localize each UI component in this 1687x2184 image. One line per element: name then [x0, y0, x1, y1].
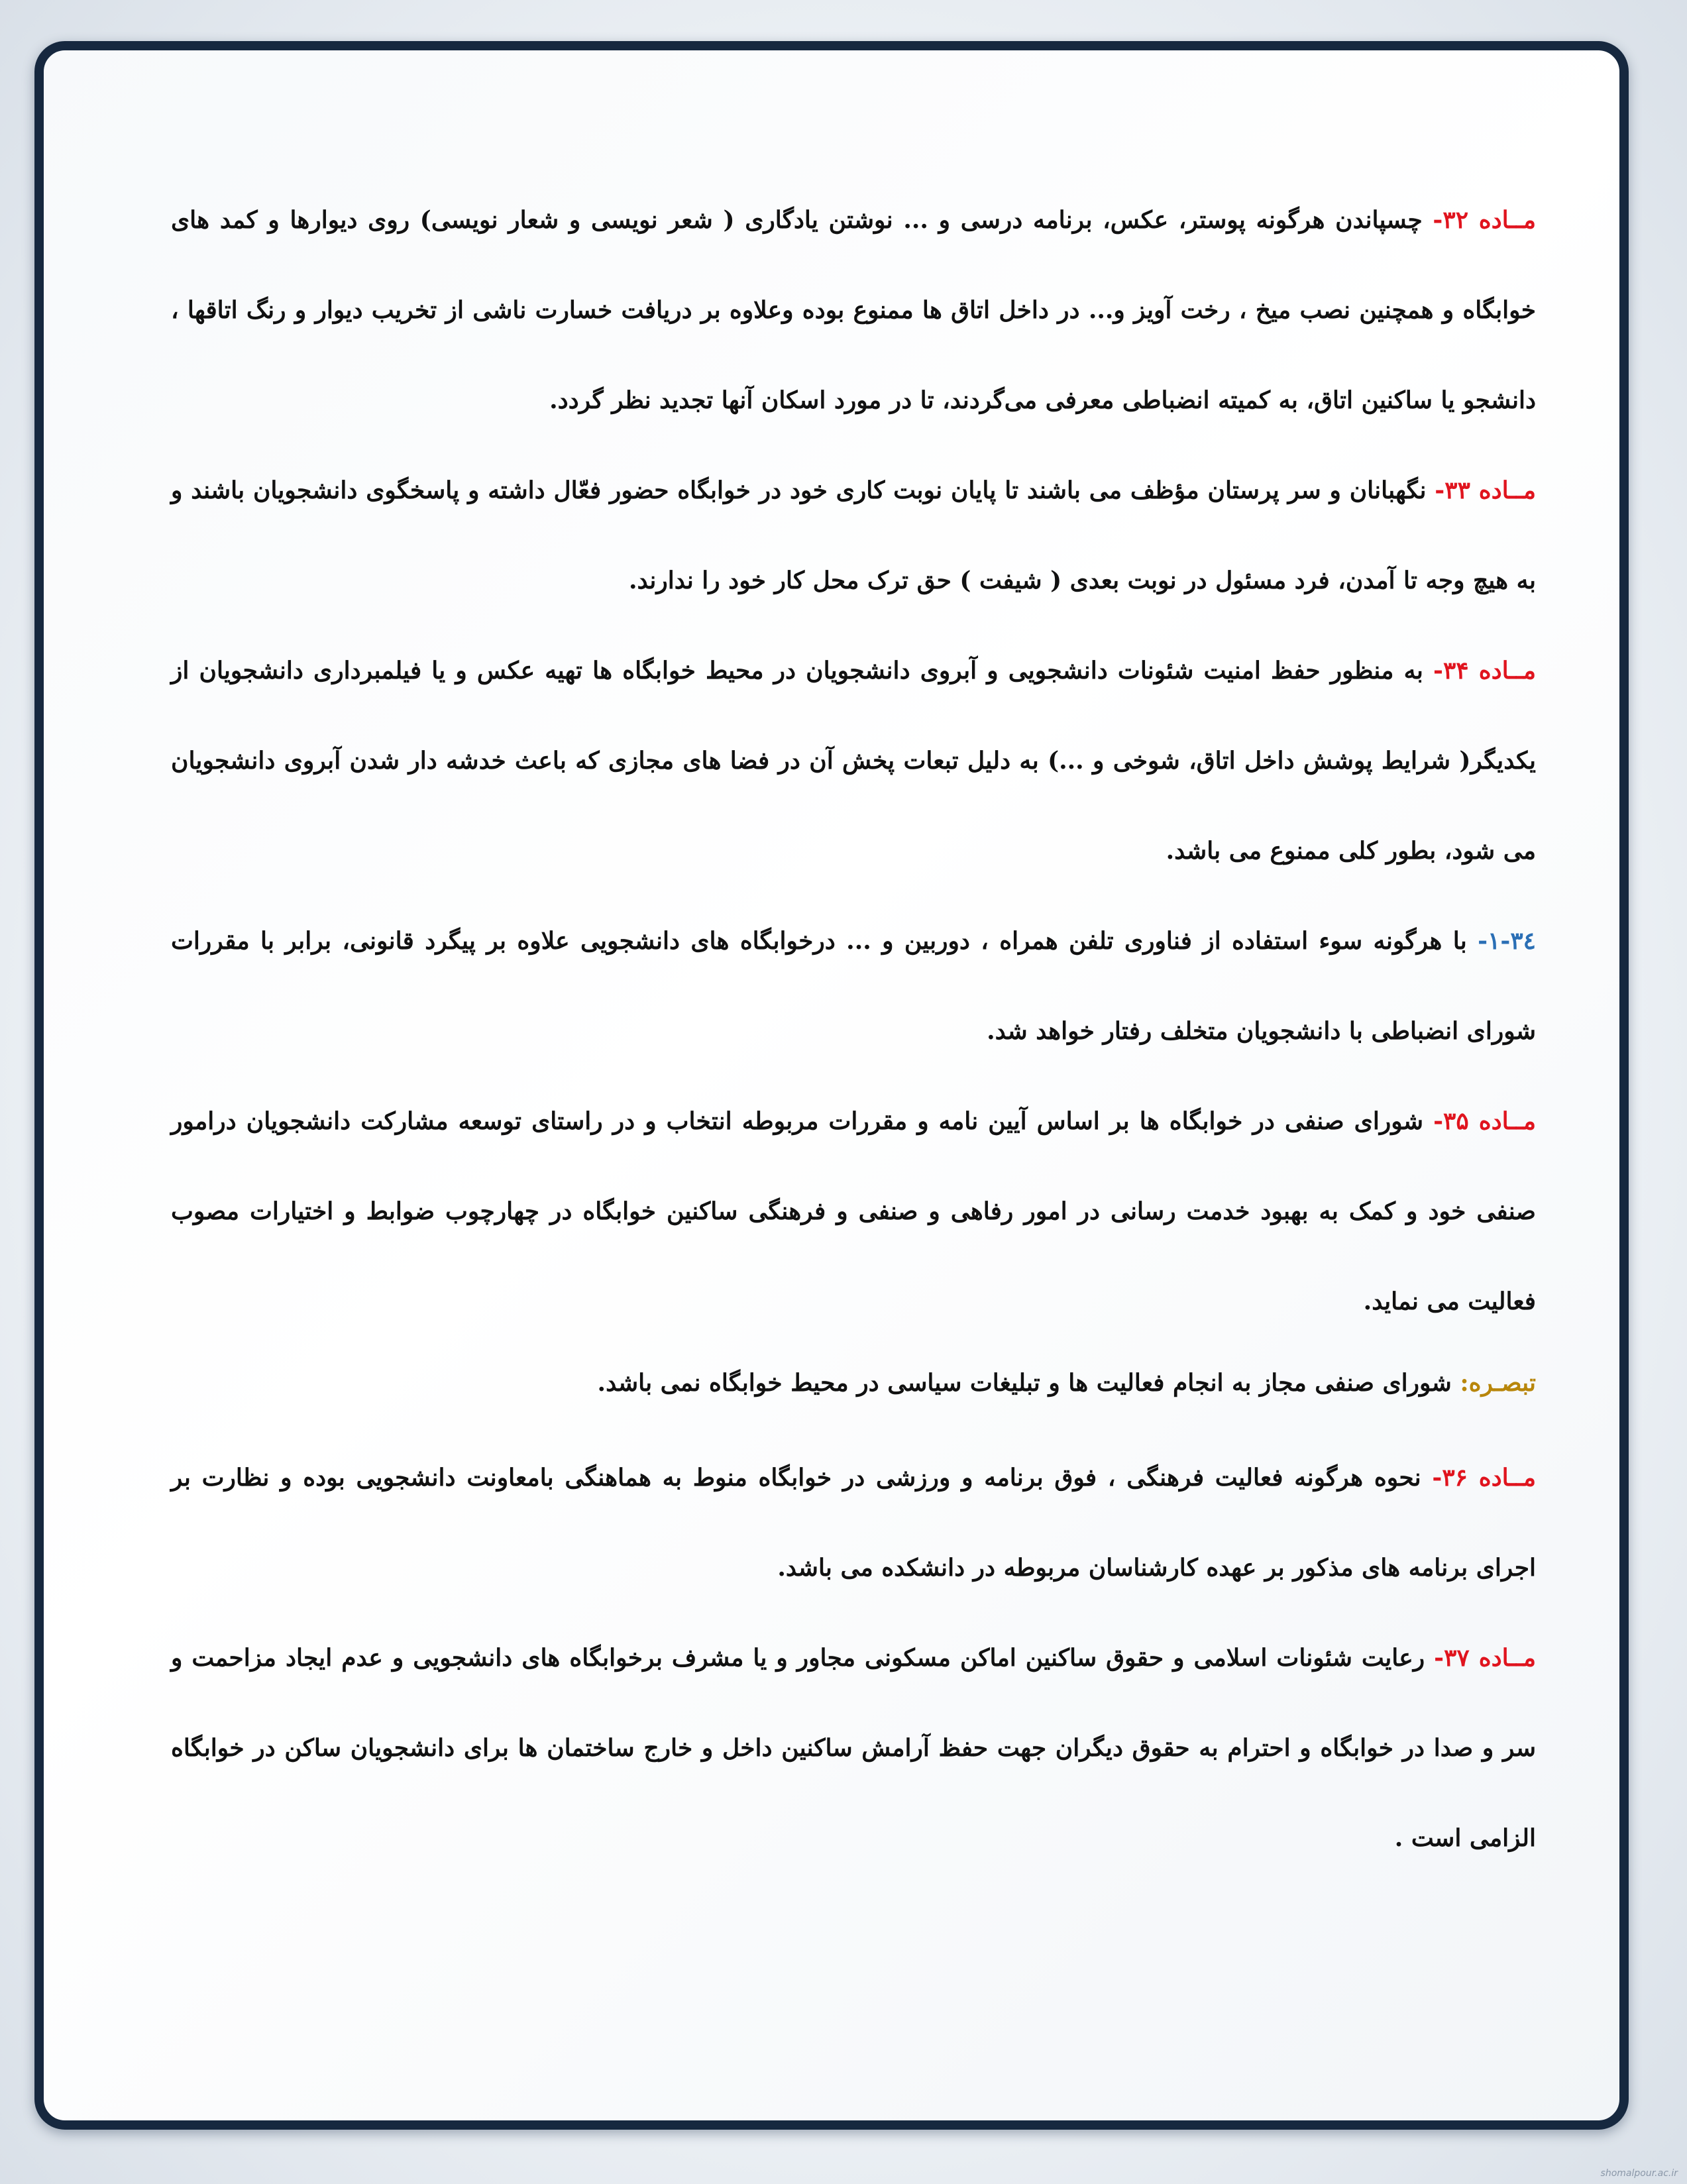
- article-32-label: مــاده ۳۲-: [1422, 206, 1536, 234]
- note: [171, 1346, 1536, 1419]
- article-37-text: رعایت شئونات اسلامی و حقوق ساکنین اماکن مسکونی مجاور و یا مشرف برخوابگاه های دانشجویی و عدم ایجاد مزاحمت و سر و صدا در خوابگاه و احترام به حقوق دیگران جهت حفظ آرامش ساکنین داخل و خارج ساختمان ها برای دانشجویان ساکن در خوابگاه الزامی است .: [171, 1644, 1536, 1852]
- article-32: [171, 175, 1536, 445]
- article-35: [171, 1076, 1536, 1346]
- article-36: [171, 1433, 1536, 1613]
- article-33-label: مــاده ۳۳-: [1426, 476, 1537, 504]
- site-watermark: shomalpour.ac.ir: [1600, 2168, 1678, 2179]
- article-34-1: [171, 896, 1536, 1076]
- article-34-1-text: با هرگونه سوء استفاده از فناوری تلفن همراه ، دوربین و ... درخوابگاه های دانشجویی علاوه بر پیگرد قانونی، برابر با مقررات شورای انضباطی با دانشجویان متخلف رفتار خواهد شد.: [171, 927, 1536, 1045]
- article-32-text: چسپاندن هرگونه پوستر، عکس، برنامه درسی و ... نوشتن یادگاری ( شعر نویسی و شعار نویسی) روی دیوارها و کمد های خوابگاه و همچنین نصب میخ ، رخت آویز و... در داخل اتاق ها ممنوع بوده وعلاوه بر دریافت خسارت ناشی از تخریب دیوار و رنگ اتاقها ، دانشجو یا ساکنین اتاق، به کمیته انضباطی معرفی می‌گردند، تا در مورد اسکان آنها تجدید نظر گردد.: [171, 206, 1536, 414]
- document-body: [171, 175, 1536, 1883]
- article-33-text: نگهبانان و سر پرستان مؤظف می باشند تا پایان نوبت کاری خود در خوابگاه حضور فعّال داشته و پاسخگوی دانشجویان باشند و به هیچ وجه تا آمدن، فرد مسئول در نوبت بعدی ( شیفت ) حق ترک محل کار خود را ندارند.: [171, 476, 1536, 594]
- page-frame: [34, 41, 1629, 2130]
- article-37-label: مــاده ۳۷-: [1425, 1644, 1536, 1672]
- article-33: [171, 445, 1536, 626]
- article-36-text: نحوه هرگونه فعالیت فرهنگی ، فوق برنامه و ورزشی در خوابگاه منوط به هماهنگی بامعاونت دانشجویی بوده و نظارت بر اجرای برنامه های مذکور بر عهده کارشناسان مربوطه در دانشکده می باشد.: [171, 1464, 1536, 1582]
- article-34-label: مــاده ۳۴-: [1423, 657, 1536, 684]
- article-35-label: مــاده ۳۵-: [1423, 1107, 1536, 1135]
- note-label: تبصـره:: [1451, 1369, 1536, 1397]
- article-37: [171, 1613, 1536, 1883]
- article-34-text: به منظور حفظ امنیت شئونات دانشجویی و آبروی دانشجویان در محیط خوابگاه ها تهیه عکس و یا فیلمبرداری دانشجویان از یکدیگر( شرایط پوشش داخل اتاق، شوخی و ...) به دلیل تبعات پخش آن در فضا های مجازی که باعث خدشه دار شدن آبروی دانشجویان می شود، بطور کلی ممنوع می باشد.: [171, 657, 1536, 865]
- article-36-label: مــاده ۳۶-: [1421, 1464, 1536, 1492]
- article-34: [171, 626, 1536, 896]
- note-text: شورای صنفی مجاز به انجام فعالیت ها و تبلیغات سیاسی در محیط خوابگاه نمی باشد.: [597, 1369, 1452, 1397]
- article-34-1-label: ۱-۳٤-: [1466, 927, 1536, 955]
- article-35-text: شورای صنفی در خوابگاه ها بر اساس آیین نامه و مقررات مربوطه انتخاب و در راستای توسعه مشارکت دانشجویان درامور صنفی خود و کمک به بهبود خدمت رسانی در امور رفاهی و صنفی و فرهنگی ساکنین خوابگاه در چهارچوب ضوابط و اختیارات مصوب فعالیت می نماید.: [171, 1107, 1536, 1315]
